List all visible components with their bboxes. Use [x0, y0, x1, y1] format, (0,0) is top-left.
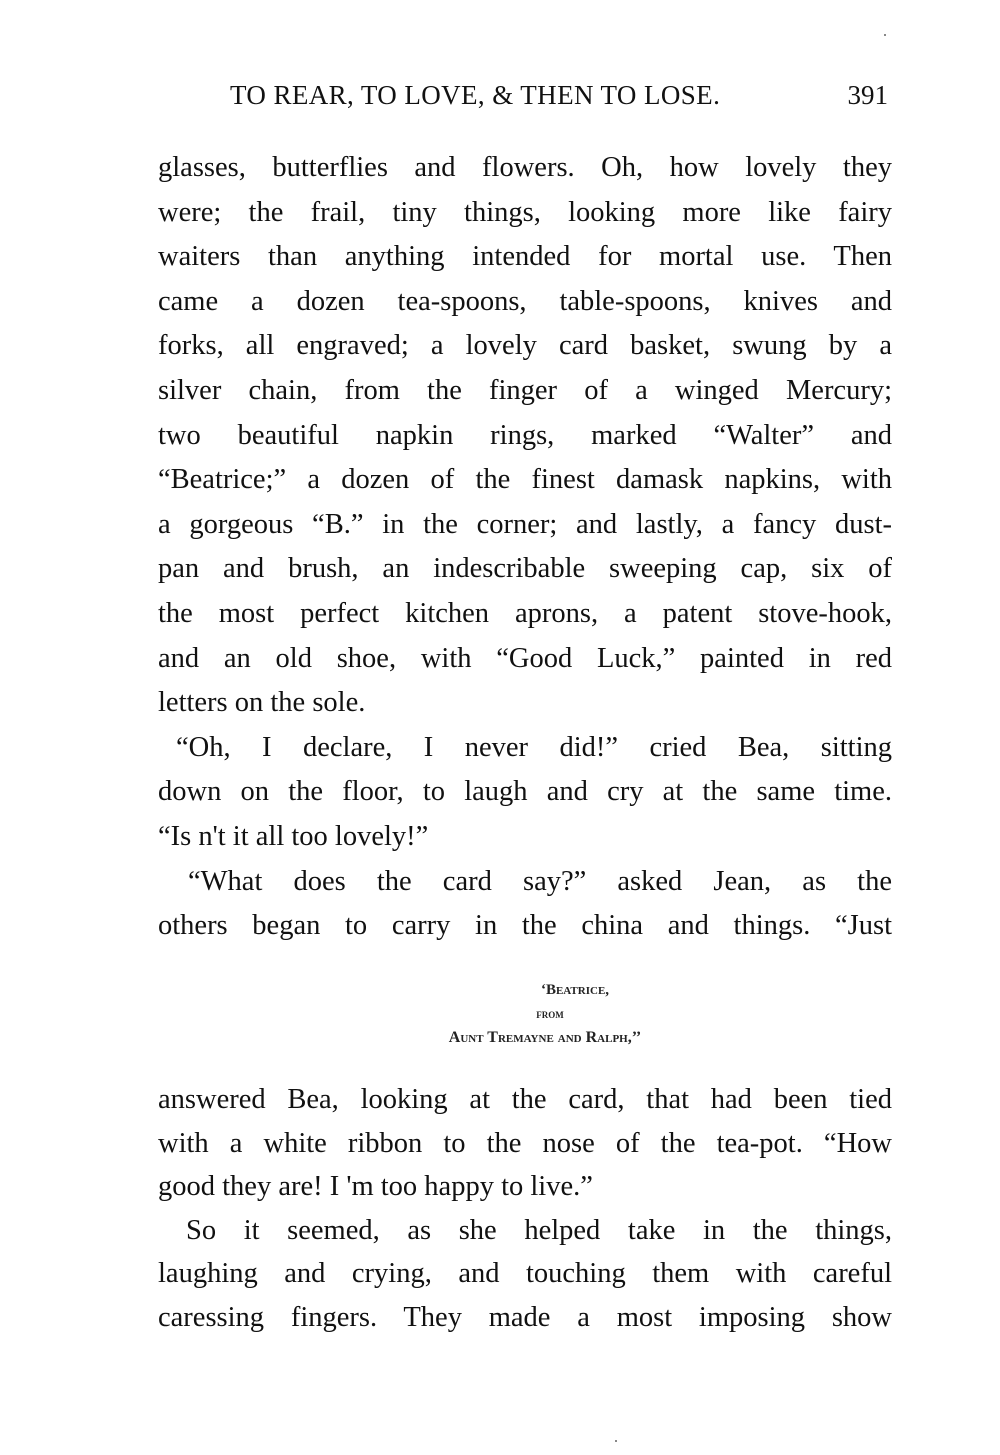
text-line: letters on the sole. — [158, 687, 366, 719]
text-line: good they are! I 'm too happy to live.” — [158, 1171, 593, 1202]
scan-speck — [615, 1440, 617, 1442]
running-header — [158, 80, 892, 114]
text-line: with a white ribbon to the nose of the tea-pot. “How — [158, 1127, 892, 1159]
text-line: caressing fingers. They made a most imposing show — [158, 1301, 892, 1333]
running-title: TO REAR, TO LOVE, & THEN TO LOSE. — [230, 80, 721, 110]
card-inscription — [158, 978, 892, 1050]
text-line: the most perfect kitchen aprons, a patent stove-hook, — [158, 597, 892, 629]
body-text-bottom — [158, 1078, 892, 1339]
text-line: pan and brush, an indescribable sweeping cap, six of — [158, 553, 892, 585]
text-line: two beautiful napkin rings, marked “Walter” and — [158, 419, 892, 451]
card-line: Aunt Tremayne and Ralph,’’ — [448, 1029, 642, 1046]
body-text-top — [158, 146, 892, 949]
text-line: were; the frail, tiny things, looking more like fairy — [158, 196, 892, 228]
text-line: forks, all engraved; a lovely card basket, swung by a — [158, 330, 892, 362]
card-line: ‘Beatrice, — [540, 982, 610, 998]
text-line: others began to carry in the china and things. “Just — [158, 910, 892, 942]
text-line: answered Bea, looking at the card, that had been tied — [158, 1084, 892, 1115]
text-line: came a dozen tea-spoons, table-spoons, knives and — [158, 285, 892, 317]
text-line: down on the floor, to laugh and cry at the same time. — [158, 776, 892, 808]
text-line: “Is n't it all too lovely!” — [158, 820, 429, 852]
scan-speck — [884, 34, 886, 36]
text-line: a gorgeous “B.” in the corner; and lastly, a fancy dust- — [158, 508, 892, 540]
text-line: So it seemed, as she helped take in the things, — [186, 1214, 892, 1246]
text-line: silver chain, from the finger of a winged Mercury; — [158, 374, 892, 406]
text-line: waiters than anything intended for mortal use. Then — [158, 241, 892, 273]
card-line: from — [536, 1006, 564, 1021]
text-line: glasses, butterflies and flowers. Oh, how lovely they — [158, 152, 892, 183]
page-number: 391 — [847, 80, 888, 110]
text-line: and an old shoe, with “Good Luck,” painted in red — [158, 642, 892, 674]
text-line: laughing and crying, and touching them with careful — [158, 1258, 892, 1289]
text-line: “Beatrice;” a dozen of the finest damask napkins, with — [158, 464, 892, 496]
text-line: “Oh, I declare, I never did!” cried Bea, sitting — [176, 731, 892, 763]
text-line: “What does the card say?” asked Jean, as the — [188, 865, 892, 897]
